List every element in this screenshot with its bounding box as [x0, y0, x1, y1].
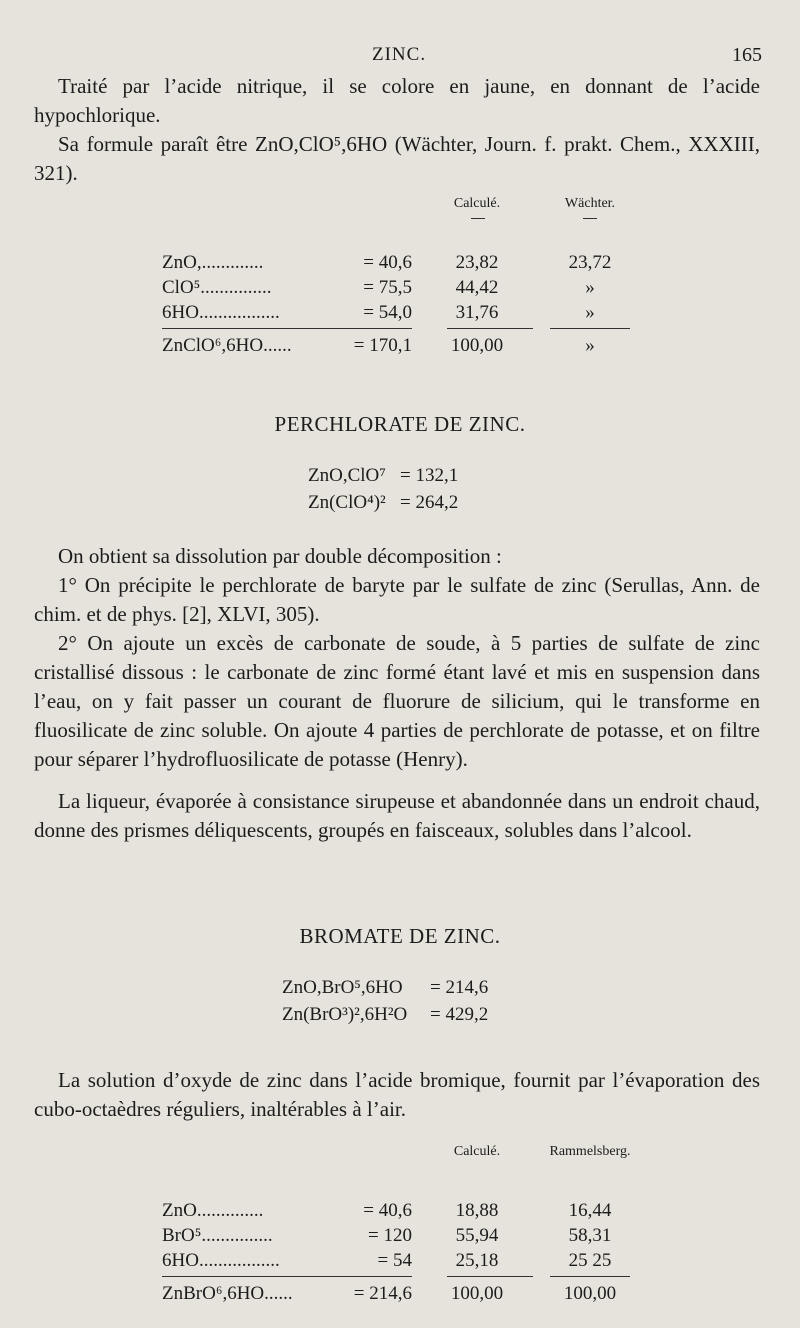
row-experimental: 58,31 — [568, 1225, 612, 1246]
table-row — [162, 1250, 642, 1275]
table-total-row — [162, 335, 642, 360]
row-experimental: 16,44 — [568, 1200, 612, 1221]
column-calcule: Calculé. — [453, 196, 501, 211]
row-calculated: 100,00 — [450, 1283, 504, 1304]
row-label: ZnO,............. — [162, 252, 264, 273]
running-title: ZINC. — [372, 44, 427, 65]
formula-expression: Zn(ClO⁴)² — [308, 492, 386, 513]
table-header — [162, 196, 642, 222]
formula-row — [272, 462, 532, 489]
paragraph-bromic-acid: La solution d’oxyde de zinc dans l’acide bromique, fournit par l’évaporation des cubo-octaèdres réguliers, inaltérables à l’air. — [34, 1068, 760, 1121]
table-row — [162, 1225, 642, 1250]
row-calculated: 55,94 — [455, 1225, 499, 1246]
row-label: ClO⁵............... — [162, 277, 272, 298]
paragraph-method-2: 2° On ajoute un excès de carbonate de soude, à 5 parties de sulfate de zinc cristallisé dissous : le carbonate de zinc formé étant lavé et mis en suspension dans l’eau, on y fait passer un courant de fluorure de silicium, qui le transforme en fluosilicate de zinc soluble. On ajoute 4 parties de perchlorate de potasse, et on filtre pour séparer l’hydrofluosilicate de potasse (Henry). — [34, 631, 760, 771]
column-wachter: Wächter. — [564, 196, 616, 211]
column-rammelsberg: Rammelsberg. — [549, 1144, 631, 1159]
row-experimental: » — [585, 277, 595, 298]
paragraph-preparation: On obtient sa dissolution par double décomposition : — [58, 544, 502, 568]
paragraph-evaporation: La liqueur, évaporée à consistance sirupeuse et abandonnée dans un endroit chaud, donne des prismes déliquescents, groupés en faisceaux, solubles dans l’alcool. — [34, 789, 760, 842]
table-total-row — [162, 1283, 642, 1308]
heading-perchlorate: PERCHLORATE DE ZINC. — [274, 412, 526, 436]
row-label: ZnO.............. — [162, 1200, 264, 1221]
table-header — [162, 1144, 642, 1170]
formula-row — [262, 1001, 522, 1028]
table-row — [162, 302, 642, 327]
row-equivalent: = 54 — [377, 1250, 412, 1271]
composition-table-bromate — [162, 1144, 642, 1304]
row-calculated: 23,82 — [455, 252, 499, 273]
row-experimental: » — [585, 335, 595, 356]
formula-weight: = 132,1 — [400, 465, 459, 486]
table-row — [162, 277, 642, 302]
row-equivalent: = 40,6 — [363, 252, 412, 273]
column-calcule: Calculé. — [453, 1144, 501, 1159]
formula-row — [262, 974, 522, 1001]
row-experimental: 25 25 — [568, 1250, 612, 1271]
row-equivalent: = 170,1 — [353, 335, 412, 356]
row-experimental: 100,00 — [563, 1283, 617, 1304]
row-label: ZnBrO⁶,6HO...... — [162, 1283, 293, 1304]
heading-bromate: BROMATE DE ZINC. — [299, 924, 501, 948]
formula-weight: = 214,6 — [430, 977, 489, 998]
total-rule — [162, 1275, 642, 1283]
row-equivalent: = 40,6 — [363, 1200, 412, 1221]
formula-weight: = 429,2 — [430, 1004, 489, 1025]
row-equivalent: = 120 — [368, 1225, 412, 1246]
row-label: 6HO................. — [162, 302, 280, 323]
formula-block-bromate — [262, 974, 522, 1028]
formula-expression: ZnO,BrO⁵,6HO — [282, 977, 403, 998]
formula-expression: ZnO,ClO⁷ — [308, 465, 386, 486]
formula-row — [272, 489, 532, 516]
table-row — [162, 252, 642, 277]
paragraph-formula: Sa formule paraît être ZnO,ClO⁵,6HO (Wächter, Journ. f. prakt. Chem., XXXIII, 321). — [34, 132, 760, 185]
row-label: 6HO................. — [162, 1250, 280, 1271]
table-row — [162, 1200, 642, 1225]
running-header — [0, 44, 800, 68]
row-experimental: » — [585, 302, 595, 323]
formula-expression: Zn(BrO³)²,6H²O — [282, 1004, 408, 1025]
paragraph-nitric-acid: Traité par l’acide nitrique, il se colore en jaune, en donnant de l’acide hypochlorique. — [34, 74, 760, 127]
row-calculated: 44,42 — [455, 277, 499, 298]
row-equivalent: = 54,0 — [363, 302, 412, 323]
paragraph-method-1: 1° On précipite le perchlorate de baryte par le sulfate de zinc (Serullas, Ann. de chim. et de phys. [2], XLVI, 305). — [34, 573, 760, 626]
formula-block-perchlorate — [272, 462, 532, 516]
row-calculated: 25,18 — [455, 1250, 499, 1271]
row-experimental: 23,72 — [568, 252, 612, 273]
row-label: ZnClO⁶,6HO...... — [162, 335, 292, 356]
total-rule — [162, 327, 642, 335]
row-equivalent: = 214,6 — [353, 1283, 412, 1304]
row-equivalent: = 75,5 — [363, 277, 412, 298]
row-calculated: 100,00 — [450, 335, 504, 356]
row-calculated: 18,88 — [455, 1200, 499, 1221]
row-label: BrO⁵............... — [162, 1225, 273, 1246]
row-calculated: 31,76 — [455, 302, 499, 323]
formula-weight: = 264,2 — [400, 492, 459, 513]
composition-table-chlorate — [162, 196, 642, 356]
page-number: 165 — [732, 44, 762, 66]
